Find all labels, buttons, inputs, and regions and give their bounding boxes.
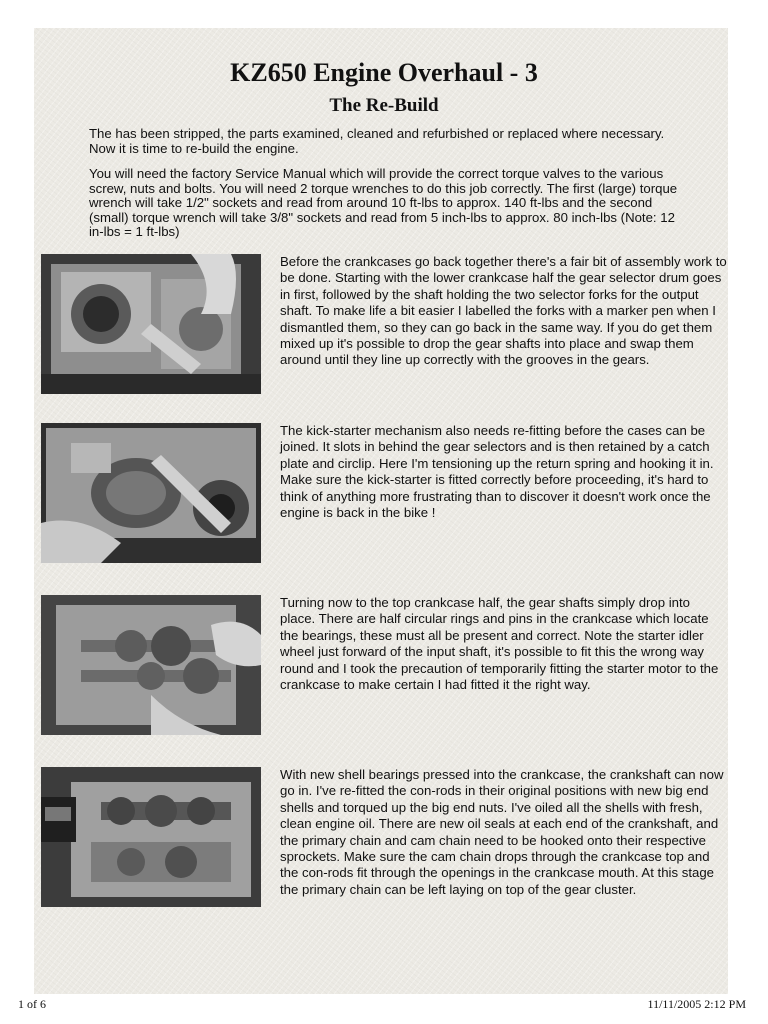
page-number: 1 of 6 [18,997,46,1011]
section-2-text: The kick-starter mechanism also needs re-fitting before the cases can be joined. It slots in behind the gear selectors and is then retained by a catch plate and circlip. Here I'm tensioning up the return spring and hooking it in. Make sure the kick-starter is fitted correctly before proceeding, it's hard to think of anything more frustrating than to discover it doesn't work once the engine is back in the bike ! [280,423,714,521]
intro-paragraph-1: The has been stripped, the parts examined, cleaned and refurbished or replaced where necessary. Now it is time to re-build the engine. [89,126,665,156]
section-3-text: Turning now to the top crankcase half, the gear shafts simply drop into place. There are half circular rings and pins in the crankcase which locate the bearings, these must all be present and correct. Note the starter idler wheel just forward of the input shaft, it's possible to fit this the wrong way round and I took the precaution of temporarily fitting the starter motor to the crankcase to make certain I had fitted it the right way. [280,595,719,693]
crankshaft-photo [41,767,261,907]
page-subtitle: The Re-Build [329,95,439,116]
kick-starter-photo [41,423,261,563]
page-title: KZ650 Engine Overhaul - 3 [230,58,538,87]
section-4-text: With new shell bearings pressed into the crankcase, the crankshaft can now go in. I've re-fitted the con-rods in their original positions with new big end shells and torqued up the big end nuts. I've oiled all the shells with fresh, clean engine oil. There are new oil seals at each end of the crankshaft, and the primary chain and cam chain need to be hooked onto their respective sprockets. Make sure the cam chain drops through the crankcase top and the con-rods fit through the openings in the crankcase mouth. At this stage the primary chain can be left laying on top of the gear cluster. [280,767,724,897]
print-timestamp: 11/11/2005 2:12 PM [647,997,746,1011]
gear-shafts-photo [41,595,261,735]
section-1-text: Before the crankcases go back together there's a fair bit of assembly work to be done. Starting with the lower crankcase half the gear selector drum goes in first, followed by the shaft holding the two selector forks for the output shaft. To make life a bit easier I labelled the forks with a marker pen when I dismantled them, so they can go back in the same way. If you do get them mixed up it's possible to drop the gear shafts into place and swap them around until they line up correctly with the grooves in the gears. [280,254,727,368]
crankcase-photo [41,254,261,394]
intro-paragraph-2: You will need the factory Service Manual which will provide the correct torque valves to the various screw, nuts and bolts. You will need 2 torque wrenches to do this job correctly. The first (large) torque wrench will take 1/2" sockets and read from around 10 ft-lbs to approx. 140 ft-lbs and the second (small) torque wrench will take 3/8" sockets and read from 5 inch-lbs to approx. 80 inch-lbs (Note: 12 in-lbs = 1 ft-lbs) [89,166,678,240]
